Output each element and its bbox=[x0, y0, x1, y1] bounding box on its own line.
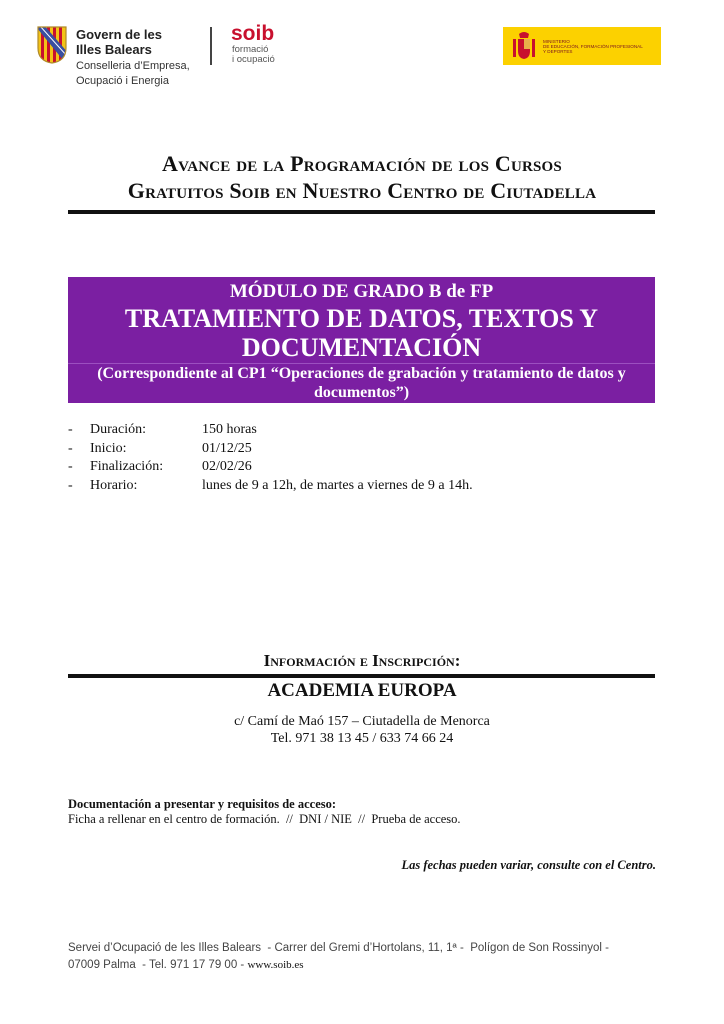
documentation-heading: Documentación a presentar y requisitos de acceso: bbox=[68, 797, 337, 811]
footer bbox=[68, 940, 668, 974]
course-cp-line2: documentos”) bbox=[313, 384, 410, 401]
footer-line2: 07009 Palma - Tel. 971 17 79 00 - bbox=[68, 959, 248, 971]
spain-coat-of-arms-icon bbox=[511, 31, 537, 61]
title-line2: Gratuitos Soib en Nuestro Centro de Ciutadella bbox=[127, 178, 597, 203]
title-rule bbox=[68, 210, 655, 214]
footer-line2-wrap bbox=[68, 957, 668, 974]
ministry-logo bbox=[503, 27, 661, 65]
course-name bbox=[68, 304, 655, 362]
soib-sub-line2: i ocupació bbox=[232, 54, 275, 65]
documentation-body: Ficha a rellenar en el centro de formación. // DNI / NIE // Prueba de acceso. bbox=[68, 812, 461, 826]
detail-bullet: - bbox=[68, 440, 73, 456]
detail-value: 150 horas bbox=[202, 422, 257, 437]
soib-logo: soib bbox=[231, 22, 275, 45]
course-certificate bbox=[68, 364, 655, 402]
course-module: MÓDULO DE GRADO B de FP bbox=[229, 281, 494, 302]
detail-row bbox=[68, 421, 473, 440]
detail-bullet: - bbox=[68, 459, 73, 474]
conselleria-line2: Ocupació i Energia bbox=[76, 75, 169, 87]
detail-label: Horario: bbox=[90, 477, 138, 493]
detail-row bbox=[68, 440, 473, 459]
detail-value: 01/12/25 bbox=[202, 440, 252, 456]
dates-note: Las fechas pueden variar, consulte con el Centro. bbox=[401, 858, 656, 872]
detail-bullet: - bbox=[68, 477, 73, 493]
page-title bbox=[60, 150, 664, 204]
conselleria-text bbox=[76, 59, 190, 89]
detail-row bbox=[68, 458, 473, 477]
detail-value: lunes de 9 a 12h, de martes a viernes de 9 a 14h. bbox=[202, 477, 473, 493]
gov-logo-line1: Govern de les bbox=[76, 27, 162, 42]
soib-logo-subtitle bbox=[232, 45, 275, 65]
course-name-line2: DOCUMENTACIÓN bbox=[241, 333, 482, 362]
gov-logo-line2: Illes Balears bbox=[76, 42, 152, 57]
detail-bullet: - bbox=[68, 422, 73, 437]
detail-row bbox=[68, 477, 473, 496]
ministry-text bbox=[543, 39, 643, 55]
soib-sub-line1: formació bbox=[232, 44, 269, 55]
academy-contact bbox=[60, 713, 664, 747]
ministry-line1: MINISTERIO bbox=[543, 39, 570, 44]
course-details bbox=[68, 421, 473, 495]
ministry-line3: Y DEPORTES bbox=[543, 49, 573, 55]
footer-line1: Servei d’Ocupació de les Illes Balears - Carrer del Gremi d’Hortolans, 11, 1ª - Polígon de Son Rossinyol - bbox=[68, 942, 609, 954]
detail-label: Finalización: bbox=[90, 459, 164, 474]
conselleria-line1: Conselleria d’Empresa, bbox=[76, 60, 190, 72]
footer-url-link[interactable]: www.soib.es bbox=[247, 959, 304, 971]
title-line1: Avance de la Programación de los Cursos bbox=[162, 151, 562, 176]
info-heading: Información e Inscripción: bbox=[263, 651, 461, 670]
academy-name: ACADEMIA EUROPA bbox=[267, 680, 457, 701]
balearic-shield-icon bbox=[37, 26, 67, 64]
course-banner bbox=[68, 277, 655, 403]
academy-address: c/ Camí de Maó 157 – Ciutadella de Menorca bbox=[234, 714, 490, 729]
academy-phone: Tel. 971 38 13 45 / 633 74 66 24 bbox=[270, 731, 454, 746]
gov-logo-text bbox=[76, 27, 162, 57]
detail-label: Inicio: bbox=[90, 440, 127, 456]
logo-divider bbox=[210, 27, 212, 65]
course-cp-line1: (Correspondiente al CP1 “Operaciones de grabación y tratamiento de datos y bbox=[97, 365, 626, 382]
info-rule bbox=[68, 674, 655, 678]
detail-label: Duración: bbox=[90, 422, 146, 437]
ministry-line2: DE EDUCACIÓN, FORMACIÓN PROFESIONAL bbox=[543, 44, 643, 50]
course-name-line1: TRATAMIENTO DE DATOS, TEXTOS Y bbox=[124, 304, 599, 333]
detail-value: 02/02/26 bbox=[202, 459, 252, 474]
